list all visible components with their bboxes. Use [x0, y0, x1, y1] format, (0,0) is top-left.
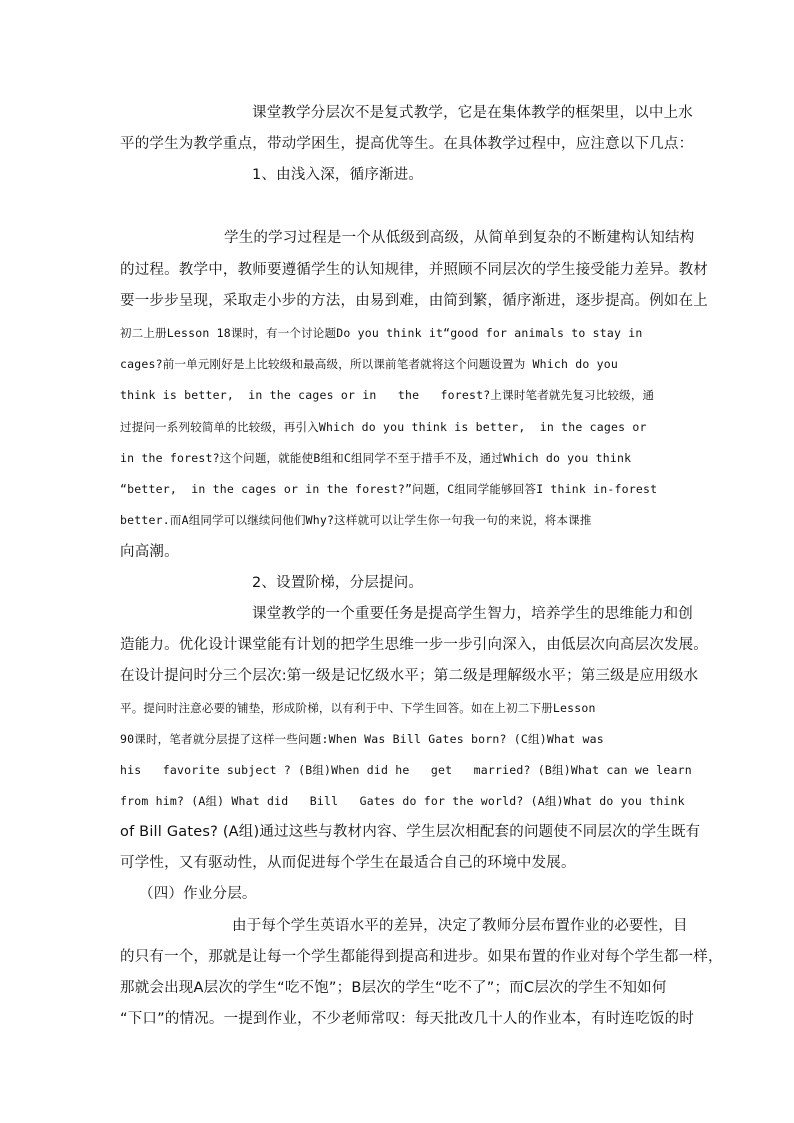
- paragraph-line: 向高潮。: [120, 544, 179, 560]
- paragraph-line: 平的学生为教学重点，带动学困生，提高优等生。在具体教学过程中，应注意以下几点：: [120, 136, 694, 152]
- paragraph-line: “下口”的情况。一提到作业，不少老师常叹：每天批改几十人的作业本，有时连吃饭的时: [120, 1011, 695, 1027]
- paragraph-line: 课堂教学分层次不是复式教学，它是在集体教学的框架里，以中上水: [252, 105, 693, 121]
- paragraph-line: 的只有一个，那就是让每一个学生都能得到提高和进步。如果布置的作业对每个学生都一样，: [120, 949, 723, 965]
- paragraph-line: think is better, in the cages or in the forest?上课时笔者就先复习比较级，通: [120, 388, 655, 402]
- paragraph-line: 在设计提问时分三个层次:第一级是记忆级水平；第二级是理解级水平；第三级是应用级水: [120, 668, 699, 684]
- paragraph-line: 由于每个学生英语水平的差异，决定了教师分层布置作业的必要性，目: [232, 918, 688, 934]
- paragraph-line: 过提问一系列较简单的比较级，再引入Which do you think is better, in the cages or: [120, 420, 647, 434]
- paragraph-line: in the forest?这个问题，就能使B组和C组同学不至于措手不及，通过Which do you think: [120, 451, 632, 465]
- paragraph-line: from him? (A组) What did Bill Gates do for the world? (A组)What do you think: [120, 794, 685, 808]
- paragraph-line: 90课时，笔者就分层提了这样一些问题:When Was Bill Gates born? (C组)What was: [120, 732, 604, 746]
- paragraph-line: better.而A组同学可以继续问他们Why?这样就可以让学生你一句我一句的来说，将本课推: [120, 513, 592, 527]
- paragraph-line: of Bill Gates? (A组)通过这些与教材内容、学生层次相配套的问题使不同层次的学生既有: [120, 824, 701, 840]
- paragraph-line: “better, in the cages or in the forest?”问题，C组同学能够回答I think in-forest: [120, 482, 658, 496]
- paragraph-line: 造能力。优化设计课堂能有计划的把学生思维一步一步引向深入，由低层次向高层次发展。: [120, 637, 708, 653]
- paragraph-line: 那就会出现A层次的学生“吃不饱”；B层次的学生“吃不了”；而C层次的学生不知如何: [120, 980, 667, 996]
- paragraph-line: 的过程。教学中，教师要遵循学生的认知规律，并照顾不同层次的学生接受能力差异。教材: [120, 262, 708, 278]
- section-heading: 1、由浅入深，循序渐进。: [252, 167, 424, 183]
- paragraph-line: his favorite subject ? (B组)When did he get married? (B组)What can we learn: [120, 763, 692, 777]
- paragraph-line: 初二上册Lesson 18课时，有一个讨论题Do you think it“good for animals to stay in: [120, 326, 643, 340]
- paragraph-line: 学生的学习过程是一个从低级到高级，从简单到复杂的不断建构认知结构: [224, 230, 695, 246]
- paragraph-line: 可学性，又有驱动性，从而促进每个学生在最适合自己的环境中发展。: [120, 855, 576, 871]
- paragraph-line: cages?前一单元刚好是上比较级和最高级，所以课前笔者就将这个问题设置为 Which do you: [120, 357, 619, 371]
- section-heading: 2、设置阶梯，分层提问。: [252, 575, 424, 591]
- paragraph-line: 平。提问时注意必要的铺垫，形成阶梯，以有利于中、下学生回答。如在上初二下册Lesson: [120, 701, 596, 715]
- section-heading: （四）作业分层。: [139, 886, 257, 902]
- paragraph-line: 要一步步呈现，采取走小步的方法，由易到难，由简到繁，循序渐进，逐步提高。例如在上: [120, 293, 708, 309]
- paragraph-line: 课堂教学的一个重要任务是提高学生智力，培养学生的思维能力和创: [252, 606, 693, 622]
